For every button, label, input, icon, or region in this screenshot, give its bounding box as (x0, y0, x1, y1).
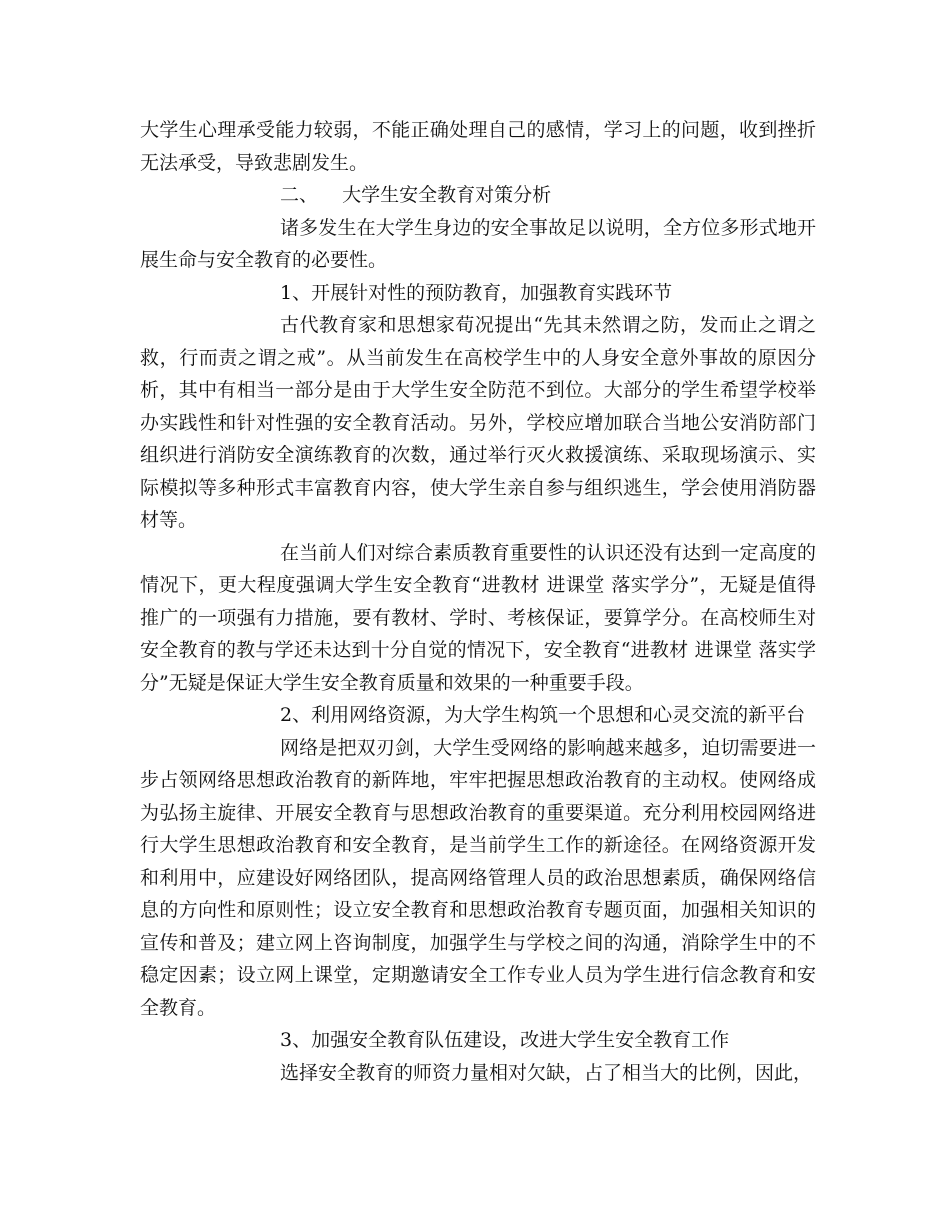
paragraph-network: 网络是把双刃剑，大学生受网络的影响越来越多，迫切需要进一步占领网络思想政治教育的新阵地，牢牢把握思想政治教育的主动权。使网络成为弘扬主旋律、开展安全教育与思想政治教育的重要渠道。充分利用校园网络进行大学生思想政治教育和安全教育，是当前学生工作的新途径。在网络资源开发和利用中，应建设好网络团队，提高网络管理人员的政治思想素质，确保网络信息的方向性和原则性；设立安全教育和思想政治教育专题页面，加强相关知识的宣传和普及；建立网上咨询制度，加强学生与学校之间的沟通，消除学生中的不稳定因素；设立网上课堂，定期邀请安全工作专业人员为学生进行信念教育和安全教育。 (140, 736, 816, 1019)
subheading-3: 3、加强安全教育队伍建设，改进大学生安全教育工作 (280, 1029, 730, 1051)
paragraph-credits: 在当前人们对综合素质教育重要性的认识还没有达到一定高度的情况下，更大程度强调大学生安全教育“进教材 进课堂 落实学分”，无疑是值得推广的一项强有力措施，要有教材、学时、考核保证，要算学分。在高校师生对安全教育的教与学还未达到十分自觉的情况下，安全教育“进教材 进课堂 落实学分”无疑是保证大学生安全教育质量和效果的一种重要手段。 (140, 541, 816, 694)
paragraph-intro: 诸多发生在大学生身边的安全事故足以说明，全方位多形式地开展生命与安全教育的必要性。 (140, 216, 816, 271)
paragraph-continuation: 大学生心理承受能力较弱，不能正确处理自己的感情，学习上的问题，收到挫折无法承受，导致悲剧发生。 (140, 119, 816, 174)
paragraph-prevention: 古代教育家和思想家荀况提出“先其未然谓之防，发而止之谓之救，行而责之谓之戒”。从当前发生在高校学生中的人身安全意外事故的原因分析，其中有相当一部分是由于大学生安全防范不到位。大部分的学生希望学校举办实践性和针对性强的安全教育活动。另外，学校应增加联合当地公安消防部门组织进行消防安全演练教育的次数，通过举行灭火救援演练、采取现场演示、实际模拟等多种形式丰富教育内容，使大学生亲自参与组织逃生，学会使用消防器材等。 (140, 314, 816, 531)
document-body (140, 114, 816, 1089)
section-heading-2: 二、 大学生安全教育对策分析 (280, 184, 552, 206)
subheading-2: 2、利用网络资源，为大学生构筑一个思想和心灵交流的新平台 (280, 704, 806, 726)
subheading-1: 1、开展针对性的预防教育，加强教育实践环节 (280, 281, 673, 304)
paragraph-staff: 选择安全教育的师资力量相对欠缺，占了相当大的比例，因此， (280, 1061, 813, 1084)
